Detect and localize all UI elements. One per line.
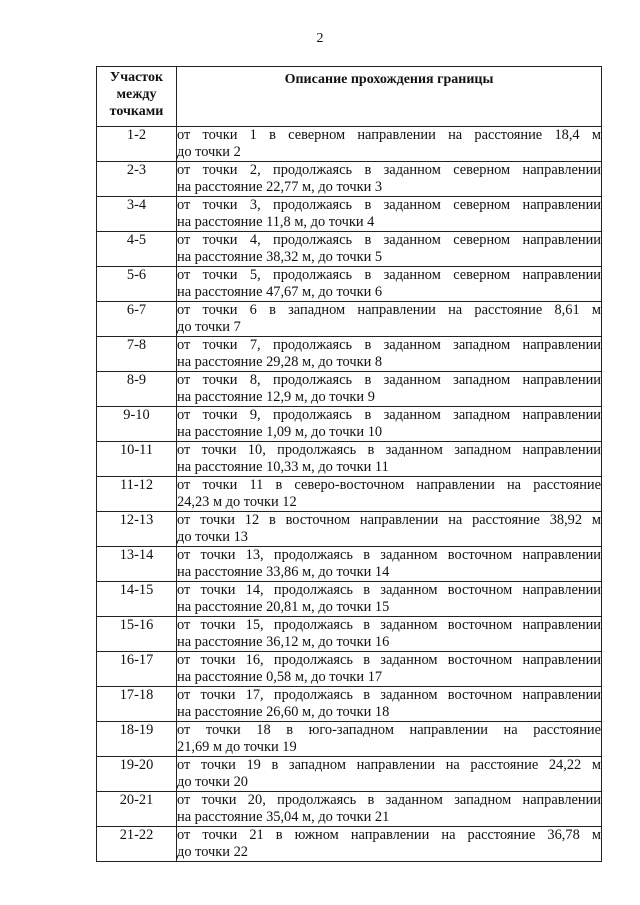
table-row [97,302,602,337]
description-line: от точки 15, продолжаясь в заданном восточном направлении [177,617,601,633]
table-row [97,127,602,162]
description-line: от точки 17, продолжаясь в заданном восточном направлении [177,687,601,703]
segment-cell: 14-15 [97,582,177,617]
description-line: на расстояние 1,09 м, до точки 10 [177,423,383,440]
table-row [97,547,602,582]
description-cell [177,302,602,337]
description-cell [177,547,602,582]
description-line: от точки 20, продолжаясь в заданном западном направлении [177,792,601,808]
segment-cell: 7-8 [97,337,177,372]
description-line: на расстояние 0,58 м, до точки 17 [177,668,383,685]
description-cell [177,652,602,687]
description-line: на расстояние 35,04 м, до точки 21 [177,808,390,825]
description-line: на расстояние 10,33 м, до точки 11 [177,458,389,475]
description-cell [177,827,602,862]
description-line: от точки 9, продолжаясь в заданном западном направлении [177,407,601,423]
description-line: от точки 14, продолжаясь в заданном восточном направлении [177,582,601,598]
table-row [97,337,602,372]
description-line: от точки 21 в южном направлении на расстояние 36,78 м [177,827,601,843]
description-line: от точки 8, продолжаясь в заданном западном направлении [177,372,601,388]
segment-cell: 17-18 [97,687,177,722]
segment-cell: 4-5 [97,232,177,267]
description-line: от точки 6 в западном направлении на расстояние 8,61 м [177,302,601,318]
description-cell [177,792,602,827]
description-cell [177,512,602,547]
description-cell [177,442,602,477]
table-row [97,652,602,687]
table-header-row [97,67,602,127]
segment-cell: 13-14 [97,547,177,582]
description-line: до точки 20 [177,773,248,790]
description-line: от точки 11 в северо-восточном направлении на расстояние [177,477,601,493]
segment-cell: 12-13 [97,512,177,547]
description-line: от точки 2, продолжаясь в заданном северном направлении [177,162,601,178]
table-row [97,442,602,477]
segment-cell: 20-21 [97,792,177,827]
description-cell [177,687,602,722]
segment-cell: 11-12 [97,477,177,512]
description-line: 24,23 м до точки 12 [177,493,297,510]
description-line: на расстояние 33,86 м, до точки 14 [177,563,390,580]
segment-header-line: точками [109,104,164,119]
table-row [97,372,602,407]
description-line: на расстояние 22,77 м, до точки 3 [177,178,383,195]
description-cell [177,337,602,372]
description-line: до точки 2 [177,143,241,160]
table-row [97,687,602,722]
segment-cell: 5-6 [97,267,177,302]
description-line: от точки 1 в северном направлении на расстояние 18,4 м [177,127,601,143]
segment-header-line: Участок [109,70,164,85]
description-line: на расстояние 36,12 м, до точки 16 [177,633,390,650]
segment-cell: 6-7 [97,302,177,337]
table-row [97,582,602,617]
segment-cell: 10-11 [97,442,177,477]
page-number: 2 [316,31,324,46]
description-line: на расстояние 29,28 м, до точки 8 [177,353,383,370]
description-line: от точки 7, продолжаясь в заданном западном направлении [177,337,601,353]
description-line: 21,69 м до точки 19 [177,738,297,755]
table-row [97,477,602,512]
description-line: на расстояние 20,81 м, до точки 15 [177,598,390,615]
table-row [97,617,602,652]
description-line: от точки 13, продолжаясь в заданном восточном направлении [177,547,601,563]
segment-cell: 3-4 [97,197,177,232]
table-row [97,267,602,302]
description-line: от точки 19 в западном направлении на расстояние 24,22 м [177,757,601,773]
description-line: от точки 10, продолжаясь в заданном западном направлении [177,442,601,458]
description-cell [177,197,602,232]
description-cell [177,407,602,442]
description-cell [177,757,602,792]
segment-cell: 9-10 [97,407,177,442]
segment-cell: 1-2 [97,127,177,162]
table-row [97,197,602,232]
segment-cell: 8-9 [97,372,177,407]
description-line: до точки 13 [177,528,248,545]
description-line: на расстояние 26,60 м, до точки 18 [177,703,390,720]
segment-cell: 21-22 [97,827,177,862]
description-cell [177,267,602,302]
description-line: до точки 22 [177,843,248,860]
description-line: от точки 4, продолжаясь в заданном северном направлении [177,232,601,248]
description-line: на расстояние 47,67 м, до точки 6 [177,283,383,300]
description-cell [177,582,602,617]
table-row [97,407,602,442]
description-column-header: Описание прохождения границы [177,67,602,127]
segment-column-header [97,67,177,127]
table-row [97,232,602,267]
description-line: на расстояние 11,8 м, до точки 4 [177,213,375,230]
description-cell [177,617,602,652]
table-row [97,757,602,792]
table-row [97,162,602,197]
table-row [97,512,602,547]
description-line: на расстояние 12,9 м, до точки 9 [177,388,375,405]
description-cell [177,372,602,407]
table-row [97,722,602,757]
description-cell [177,722,602,757]
description-cell [177,162,602,197]
description-line: на расстояние 38,32 м, до точки 5 [177,248,383,265]
description-line: от точки 3, продолжаясь в заданном северном направлении [177,197,601,213]
description-cell [177,127,602,162]
segment-cell: 2-3 [97,162,177,197]
segment-cell: 15-16 [97,617,177,652]
segment-cell: 18-19 [97,722,177,757]
description-line: от точки 5, продолжаясь в заданном северном направлении [177,267,601,283]
description-cell [177,232,602,267]
segment-cell: 19-20 [97,757,177,792]
description-line: до точки 7 [177,318,241,335]
description-cell [177,477,602,512]
table-row [97,792,602,827]
segment-cell: 16-17 [97,652,177,687]
table-row [97,827,602,862]
description-line: от точки 12 в восточном направлении на расстояние 38,92 м [177,512,601,528]
description-line: от точки 16, продолжаясь в заданном восточном направлении [177,652,601,668]
segment-header-line: между [116,87,157,102]
boundary-description-table [96,66,602,862]
description-line: от точки 18 в юго-западном направлении на расстояние [177,722,601,738]
